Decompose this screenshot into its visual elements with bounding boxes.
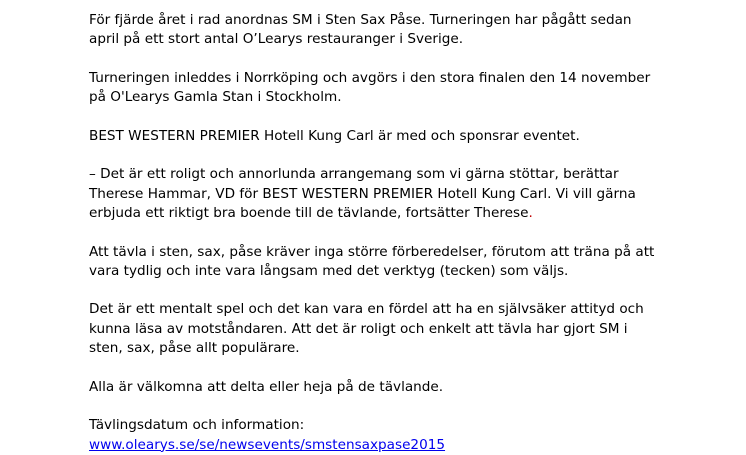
paragraph-rules xyxy=(89,243,729,282)
text-fragment: erbjuda ett riktigt bra boende till de tävlande, fortsätter Therese xyxy=(89,204,529,221)
paragraph-sponsor xyxy=(89,127,729,146)
paragraph-welcome xyxy=(89,378,729,397)
text-line xyxy=(89,204,729,223)
highlighted-period: . xyxy=(528,204,533,221)
text-line: kunna läsa av motståndaren. Att det är roligt och enkelt att tävla har gjort SM i xyxy=(89,320,628,337)
paragraph-intro xyxy=(89,11,729,50)
paragraph-tournament xyxy=(89,69,729,108)
info-label: Tävlingsdatum och information: xyxy=(89,417,305,434)
text-line: BEST WESTERN PREMIER Hotell Kung Carl är med och sponsrar eventet. xyxy=(89,127,580,144)
text-line: – Det är ett roligt och annorlunda arrangemang som vi gärna stöttar, berättar xyxy=(89,166,619,183)
text-line: vara tydlig och inte vara långsam med det verktyg (tecken) som väljs. xyxy=(89,262,569,279)
paragraph-mental-game xyxy=(89,300,729,358)
text-line: april på ett stort antal O’Learys restauranger i Sverige. xyxy=(89,31,464,48)
text-line: För fjärde året i rad anordnas SM i Sten Sax Påse. Turneringen har pågått sedan xyxy=(89,12,632,28)
article-body xyxy=(89,11,729,455)
info-block xyxy=(89,416,729,455)
text-line: Therese Hammar, VD för BEST WESTERN PREMIER Hotell Kung Carl. Vi vill gärna xyxy=(89,185,636,202)
text-line: Det är ett mentalt spel och det kan vara en fördel att ha en självsäker attityd och xyxy=(89,301,644,318)
text-line: Att tävla i sten, sax, påse kräver inga större förberedelser, förutom att träna på att xyxy=(89,243,655,260)
paragraph-quote xyxy=(89,165,729,223)
info-link[interactable]: www.olearys.se/se/newsevents/smstensaxpase2015 xyxy=(89,436,446,453)
text-line: sten, sax, påse allt populärare. xyxy=(89,340,300,357)
text-line: på O'Learys Gamla Stan i Stockholm. xyxy=(89,89,342,106)
text-line: Alla är välkomna att delta eller heja på de tävlande. xyxy=(89,378,444,395)
text-line: Turneringen inleddes i Norrköping och avgörs i den stora finalen den 14 november xyxy=(89,69,651,86)
